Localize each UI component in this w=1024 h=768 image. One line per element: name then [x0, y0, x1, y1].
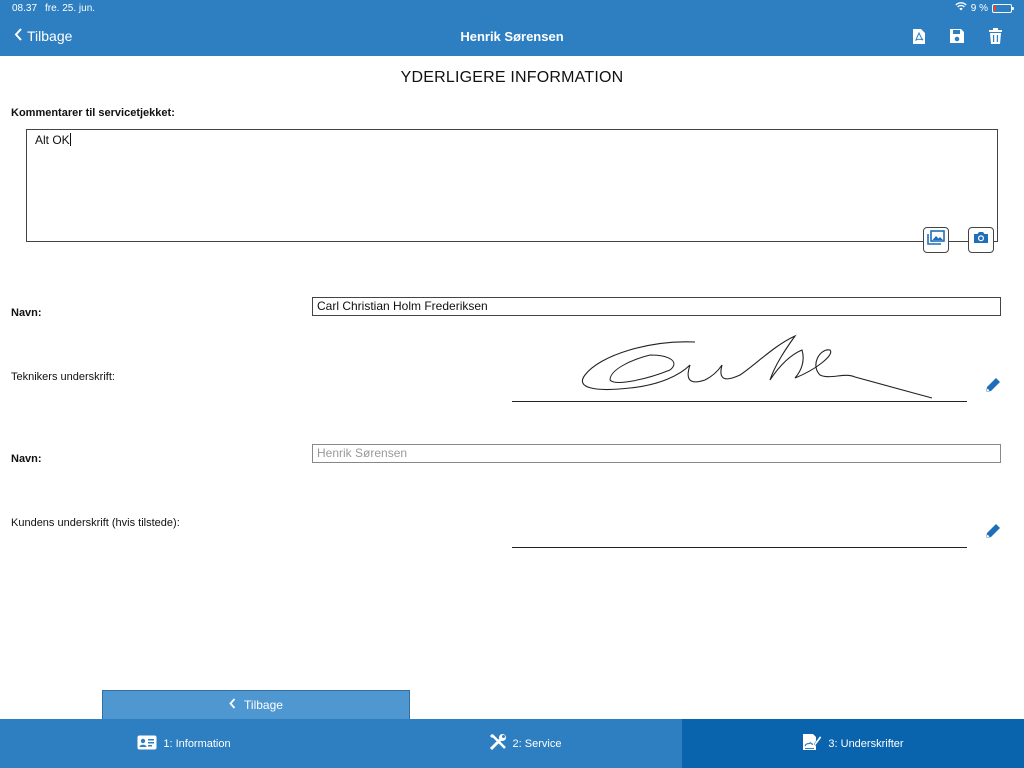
gallery-icon — [927, 230, 945, 250]
save-icon[interactable] — [948, 26, 966, 46]
technician-name-field[interactable]: Carl Christian Holm Frederiksen — [312, 297, 1001, 316]
comments-value: Alt OK — [35, 133, 70, 147]
tab-bar — [0, 719, 1024, 768]
app-header — [0, 0, 1024, 56]
status-date: fre. 25. jun. — [45, 3, 96, 14]
tab-signatures[interactable] — [682, 719, 1024, 768]
add-photo-from-gallery-button[interactable] — [923, 227, 949, 253]
camera-icon — [973, 231, 989, 249]
tab-information[interactable] — [0, 719, 368, 768]
pdf-icon[interactable] — [910, 26, 928, 46]
comments-label: Kommentarer til servicetjekket: — [11, 107, 175, 119]
status-time: 08.37 — [12, 3, 38, 14]
technician-sign-edit-button[interactable] — [983, 377, 1003, 397]
section-heading: YDERLIGERE INFORMATION — [400, 69, 624, 86]
customer-name-field[interactable]: Henrik Sørensen — [312, 444, 1001, 463]
tab-information-label: 1: Information — [163, 737, 231, 750]
technician-name-label: Navn: — [11, 307, 42, 319]
signature-icon — [802, 733, 822, 754]
text-caret — [70, 133, 71, 146]
bottom-back-button[interactable] — [102, 690, 410, 720]
wifi-icon — [955, 2, 967, 14]
technician-signature-line — [512, 401, 967, 402]
back-label: Tilbage — [27, 28, 73, 44]
tools-icon — [489, 733, 507, 754]
status-indicators — [955, 2, 1012, 14]
battery-icon — [992, 4, 1012, 13]
tab-service-label: 2: Service — [512, 737, 562, 750]
tab-service[interactable] — [368, 719, 682, 768]
page-title: Henrik Sørensen — [460, 29, 564, 44]
tab-signatures-label: 3: Underskrifter — [828, 737, 904, 750]
technician-signature-label: Teknikers underskrift: — [11, 371, 115, 383]
customer-sign-edit-button[interactable] — [983, 523, 1003, 543]
trash-icon[interactable] — [986, 26, 1004, 46]
customer-signature-line — [512, 547, 967, 548]
id-card-icon — [137, 735, 157, 753]
comments-textarea[interactable] — [26, 129, 998, 242]
chevron-left-icon — [229, 698, 236, 712]
pencil-icon — [984, 376, 1002, 399]
header-actions — [910, 26, 1004, 46]
battery-percent: 9 % — [970, 2, 988, 14]
bottom-back-label: Tilbage — [244, 698, 283, 712]
customer-signature-label: Kundens underskrift (hvis tilstede): — [11, 517, 180, 529]
technician-signature — [570, 330, 950, 405]
pencil-icon — [984, 522, 1002, 545]
take-photo-button[interactable] — [968, 227, 994, 253]
customer-name-label: Navn: — [11, 453, 42, 465]
